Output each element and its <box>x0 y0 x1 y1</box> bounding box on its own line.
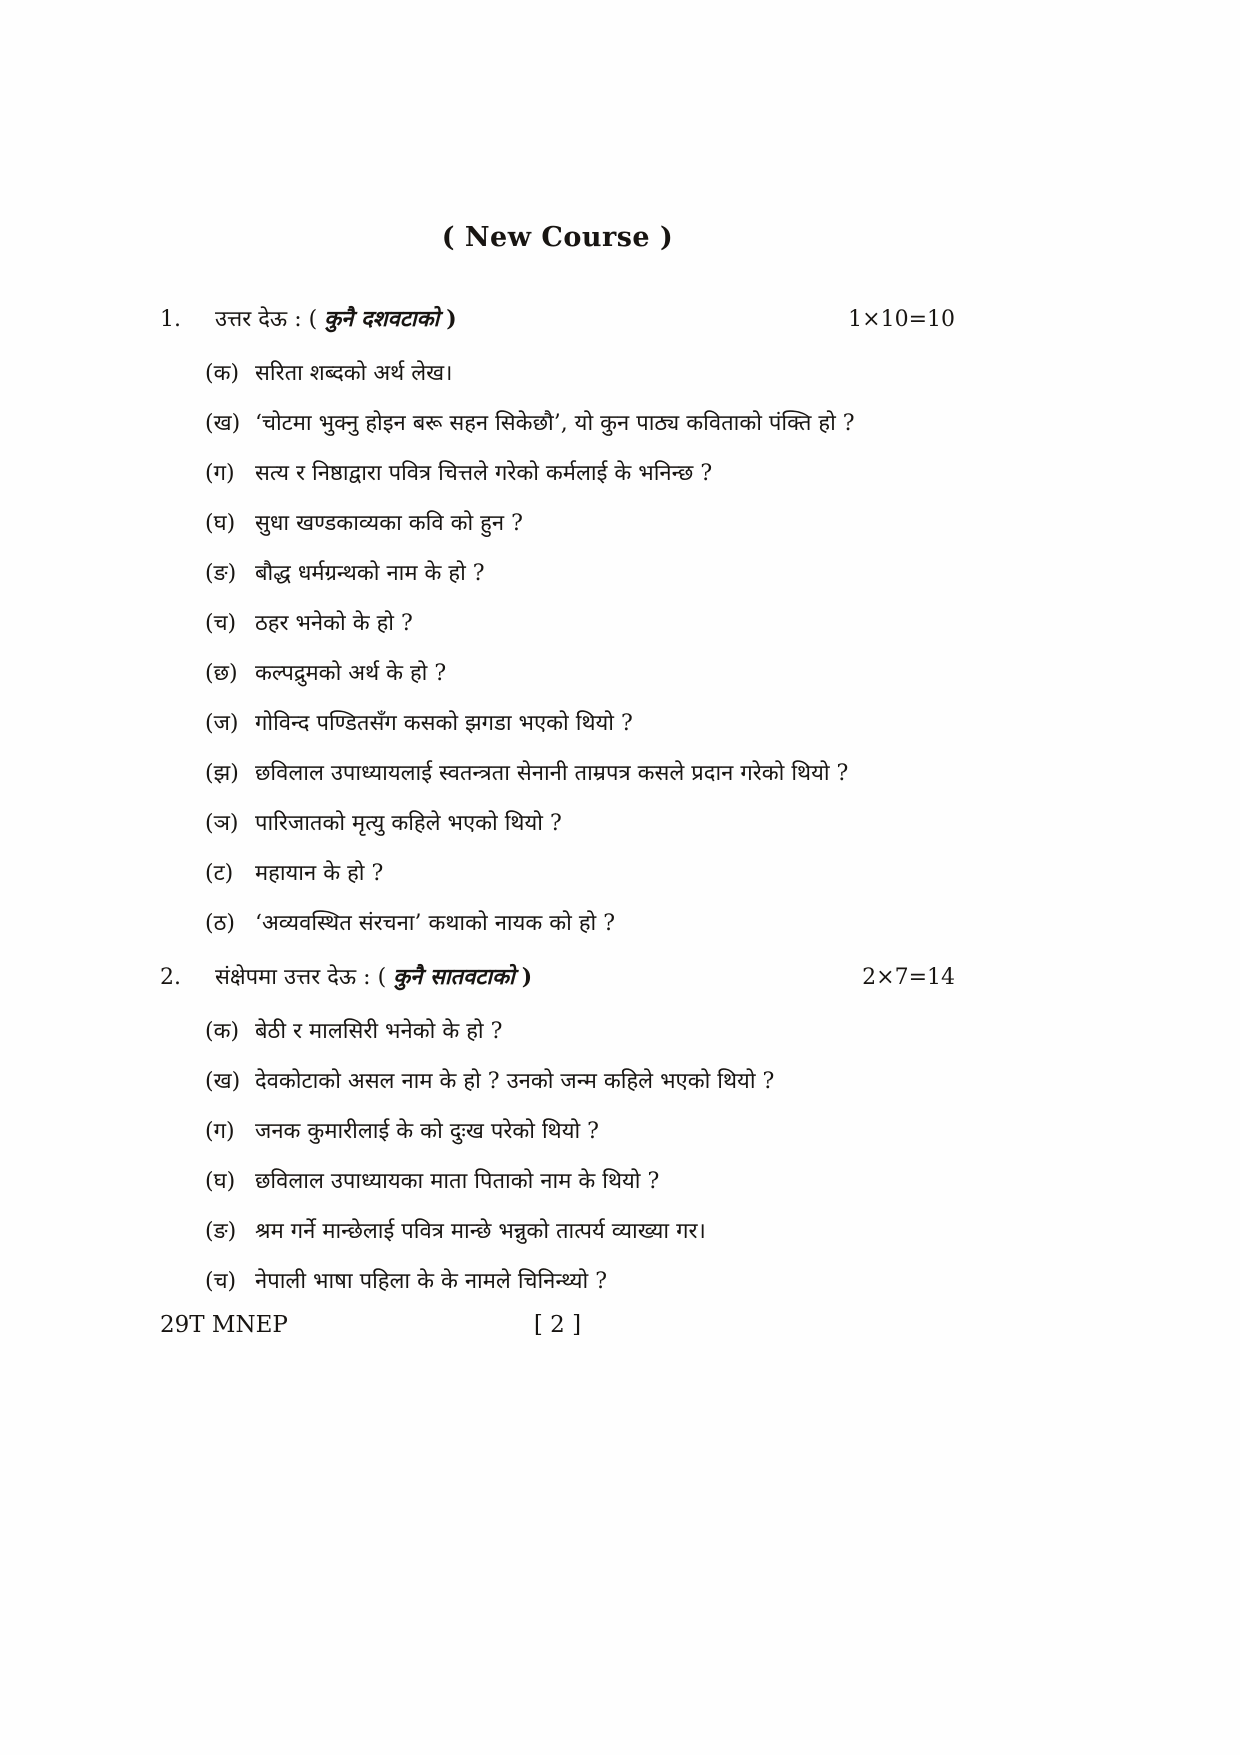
item-label: (च) <box>205 1269 237 1294</box>
item-text: महायान के हो ? <box>255 861 384 886</box>
item-text: ठहर भनेको के हो ? <box>255 611 413 636</box>
item-text: छविलाल उपाध्यायका माता पिताको नाम के थियो ? <box>255 1169 660 1194</box>
question-item <box>205 1069 955 1095</box>
question-item <box>205 561 955 587</box>
item-label: (ट) <box>205 861 234 886</box>
item-text: पारिजातको मृत्यु कहिले भएको थियो ? <box>255 811 562 836</box>
question-item <box>205 661 955 687</box>
item-text: देवकोटाको असल नाम के हो ? उनको जन्म कहिले भएको थियो ? <box>255 1069 775 1094</box>
item-text: सुधा खण्डकाव्यका कवि को हुन ? <box>255 511 523 536</box>
question-1 <box>160 303 955 937</box>
item-label: (ख) <box>205 411 241 436</box>
item-label: (झ) <box>205 761 239 786</box>
question-item <box>205 711 955 737</box>
question-item <box>205 1119 955 1145</box>
footer-exam-code: 29T MNEP <box>160 1312 288 1338</box>
item-label: (घ) <box>205 511 236 536</box>
question-item <box>205 611 955 637</box>
item-text: नेपाली भाषा पहिला के के नामले चिनिन्थ्यो ? <box>255 1269 608 1294</box>
question-prompt-suffix: ) <box>521 964 533 990</box>
question-prompt-emphasis: कुनै दशवटाको <box>324 306 440 332</box>
item-label: (च) <box>205 611 237 636</box>
question-item <box>205 1219 955 1245</box>
item-text: श्रम गर्ने मान्छेलाई पवित्र मान्छे भन्नुको तात्पर्य व्याख्या गर। <box>255 1219 706 1244</box>
question-item <box>205 1169 955 1195</box>
question-prompt-prefix: संक्षेपमा उत्तर देऊ : ( <box>215 965 387 990</box>
question-item <box>205 511 955 537</box>
item-text: ‘अव्यवस्थित संरचना’ कथाको नायक को हो ? <box>255 911 616 936</box>
item-label: (ख) <box>205 1069 241 1094</box>
question-prompt-emphasis: कुनै सातवटाको <box>393 964 515 990</box>
item-label: (क) <box>205 1019 240 1044</box>
item-label: (ज) <box>205 711 239 736</box>
page-content <box>160 222 955 1319</box>
question-1-header <box>160 303 955 333</box>
item-text: बेठी र मालसिरी भनेको के हो ? <box>255 1019 503 1044</box>
item-text: सत्य र निष्ठाद्वारा पवित्र चित्तले गरेको कर्मलाई के भनिन्छ ? <box>255 461 713 486</box>
page-title: ( New Course ) <box>441 222 674 253</box>
question-prompt <box>215 961 862 991</box>
question-prompt <box>215 303 848 333</box>
item-label: (ङ) <box>205 1219 237 1244</box>
question-item <box>205 811 955 837</box>
footer-page-number: [ 2 ] <box>533 1312 582 1338</box>
question-item <box>205 461 955 487</box>
question-item <box>205 411 955 437</box>
item-text: छविलाल उपाध्यायलाई स्वतन्त्रता सेनानी ताम्रपत्र कसले प्रदान गरेको थियो ? <box>255 761 849 786</box>
question-item <box>205 1269 955 1295</box>
page-footer <box>160 1312 955 1338</box>
question-item <box>205 911 955 937</box>
item-label: (घ) <box>205 1169 236 1194</box>
item-text: गोविन्द पण्डितसँग कसको झगडा भएको थियो ? <box>255 711 633 736</box>
item-text: ‘चोटमा भुक्नु होइन बरू सहन सिकेछौ’, यो कुन पाठ्य कविताको पंक्ति हो ? <box>255 411 855 436</box>
item-text: बौद्ध धर्मग्रन्थको नाम के हो ? <box>255 561 485 586</box>
question-prompt-suffix: ) <box>446 306 457 332</box>
item-label: (ग) <box>205 1119 235 1144</box>
item-label: (ठ) <box>205 911 235 936</box>
item-label: (क) <box>205 361 240 386</box>
question-marks: 2×7=14 <box>862 965 955 990</box>
question-prompt-prefix: उत्तर देऊ : ( <box>215 307 318 332</box>
question-item <box>205 361 955 387</box>
item-label: (ङ) <box>205 561 237 586</box>
question-2-header <box>160 961 955 991</box>
question-item <box>205 861 955 887</box>
question-number: 1. <box>160 307 181 332</box>
item-text: कल्पद्रुमको अर्थ के हो ? <box>255 661 447 686</box>
item-label: (छ) <box>205 661 238 686</box>
item-label: (ञ) <box>205 811 239 836</box>
question-item <box>205 1019 955 1045</box>
question-item <box>205 761 955 787</box>
item-text: सरिता शब्दको अर्थ लेख। <box>255 361 453 386</box>
question-number: 2. <box>160 965 181 990</box>
item-text: जनक कुमारीलाई के को दुःख परेको थियो ? <box>255 1119 599 1144</box>
question-marks: 1×10=10 <box>848 307 955 332</box>
item-label: (ग) <box>205 461 235 486</box>
question-2 <box>160 961 955 1295</box>
